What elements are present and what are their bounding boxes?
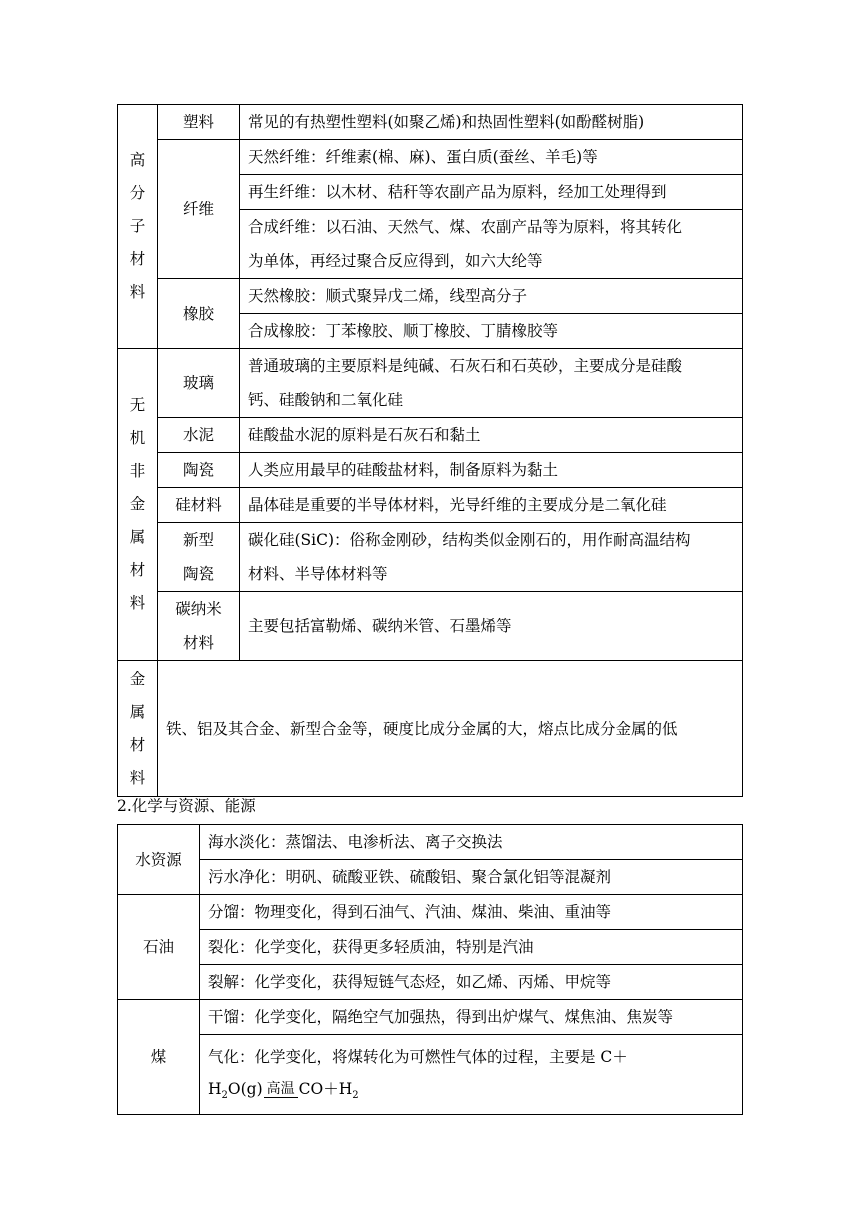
eq-h-left: H [208,1079,222,1098]
oil-fractionation: 分馏：物理变化，得到石油气、汽油、煤油、柴油、重油等 [200,895,743,930]
fiber-synthetic [240,210,743,279]
coal-equation [208,1078,734,1107]
rubber-label: 橡胶 [158,279,240,349]
water-desalination: 海水淡化：蒸馏法、电渗析法、离子交换法 [200,825,743,860]
glass-line2: 钙、硅酸钠和二氧化硅 [248,391,404,409]
eq-h-left-sub: 2 [221,1090,228,1102]
category-metal-text: 金属材料 [129,669,146,787]
glass-label: 玻璃 [158,349,240,418]
water-label: 水资源 [118,825,200,895]
eq-condition: 高温 [264,1081,298,1098]
category-inorganic [118,349,158,661]
nano-label-line2: 材料 [182,634,214,652]
ceramic-desc: 人类应用最早的硅酸盐材料，制备原料为黏土 [240,453,743,488]
glass-desc [240,349,743,418]
new-ceramic-desc [240,523,743,592]
ceramic-label: 陶瓷 [158,453,240,488]
silicon-label: 硅材料 [158,488,240,523]
category-polymer [118,105,158,349]
eq-left-rest: O(g) [227,1079,263,1098]
oil-cracking: 裂化：化学变化，获得更多轻质油，特别是汽油 [200,930,743,965]
new-ceramic-label-line2: 陶瓷 [182,565,214,583]
fiber-label: 纤维 [158,140,240,279]
coal-dry-distillation: 干馏：化学变化，隔绝空气加强热，得到出炉煤气、煤焦油、焦炭等 [200,1000,743,1035]
nano-label-line1: 碳纳米 [175,600,222,618]
rubber-natural: 天然橡胶：顺式聚异戊二烯，线型高分子 [240,279,743,314]
fiber-synthetic-line1: 合成纤维：以石油、天然气、煤、农副产品等为原料，将其转化 [248,218,683,236]
rubber-synthetic: 合成橡胶：丁苯橡胶、顺丁橡胶、丁腈橡胶等 [240,314,743,349]
fiber-natural: 天然纤维：纤维素(棉、麻)、蛋白质(蚕丝、羊毛)等 [240,140,743,175]
new-ceramic-line2: 材料、半导体材料等 [248,565,388,583]
nano-label [158,592,240,661]
coal-label: 煤 [118,1000,200,1115]
water-purification: 污水净化：明矾、硫酸亚铁、硫酸铝、聚合氯化铝等混凝剂 [200,860,743,895]
plastic-label: 塑料 [158,105,240,140]
silicon-desc: 晶体硅是重要的半导体材料，光导纤维的主要成分是二氧化硅 [240,488,743,523]
coal-gasification [200,1035,743,1115]
glass-line1: 普通玻璃的主要原料是纯碱、石灰石和石英砂，主要成分是硅酸 [248,357,683,375]
new-ceramic-line1: 碳化硅(SiC)：俗称金刚砂，结构类似金刚石的，用作耐高温结构 [248,531,691,549]
eq-right: CO＋H [298,1079,353,1098]
coal-gasification-line1: 气化：化学变化，将煤转化为可燃性气体的过程，主要是 C＋ [208,1047,628,1066]
eq-right-sub: 2 [352,1090,359,1102]
nano-desc: 主要包括富勒烯、碳纳米管、石墨烯等 [240,592,743,661]
oil-pyrolysis: 裂解：化学变化，获得短链气态烃，如乙烯、丙烯、甲烷等 [200,965,743,1000]
metal-desc: 铁、铝及其合金、新型合金等，硬度比成分金属的大，熔点比成分金属的低 [158,661,743,797]
resources-table [117,824,743,1115]
fiber-regenerated: 再生纤维：以木材、秸秆等农副产品为原料，经加工处理得到 [240,175,743,210]
cement-label: 水泥 [158,418,240,453]
fiber-synthetic-line2: 为单体，再经过聚合反应得到，如六大纶等 [248,252,543,270]
category-inorganic-text: 无机非金属材料 [129,396,146,612]
oil-label: 石油 [118,895,200,1000]
eq-arrow [264,1081,298,1107]
new-ceramic-label-line1: 新型 [182,531,214,549]
cement-desc: 硅酸盐水泥的原料是石灰石和黏土 [240,418,743,453]
materials-table [117,104,743,797]
new-ceramic-label [158,523,240,592]
category-polymer-text: 高分子材料 [129,151,146,301]
plastic-desc: 常见的有热塑性塑料(如聚乙烯)和热固性塑料(如酚醛树脂) [240,105,743,140]
section-2-title: 2.化学与资源、能源 [117,797,256,815]
category-metal [118,661,158,797]
